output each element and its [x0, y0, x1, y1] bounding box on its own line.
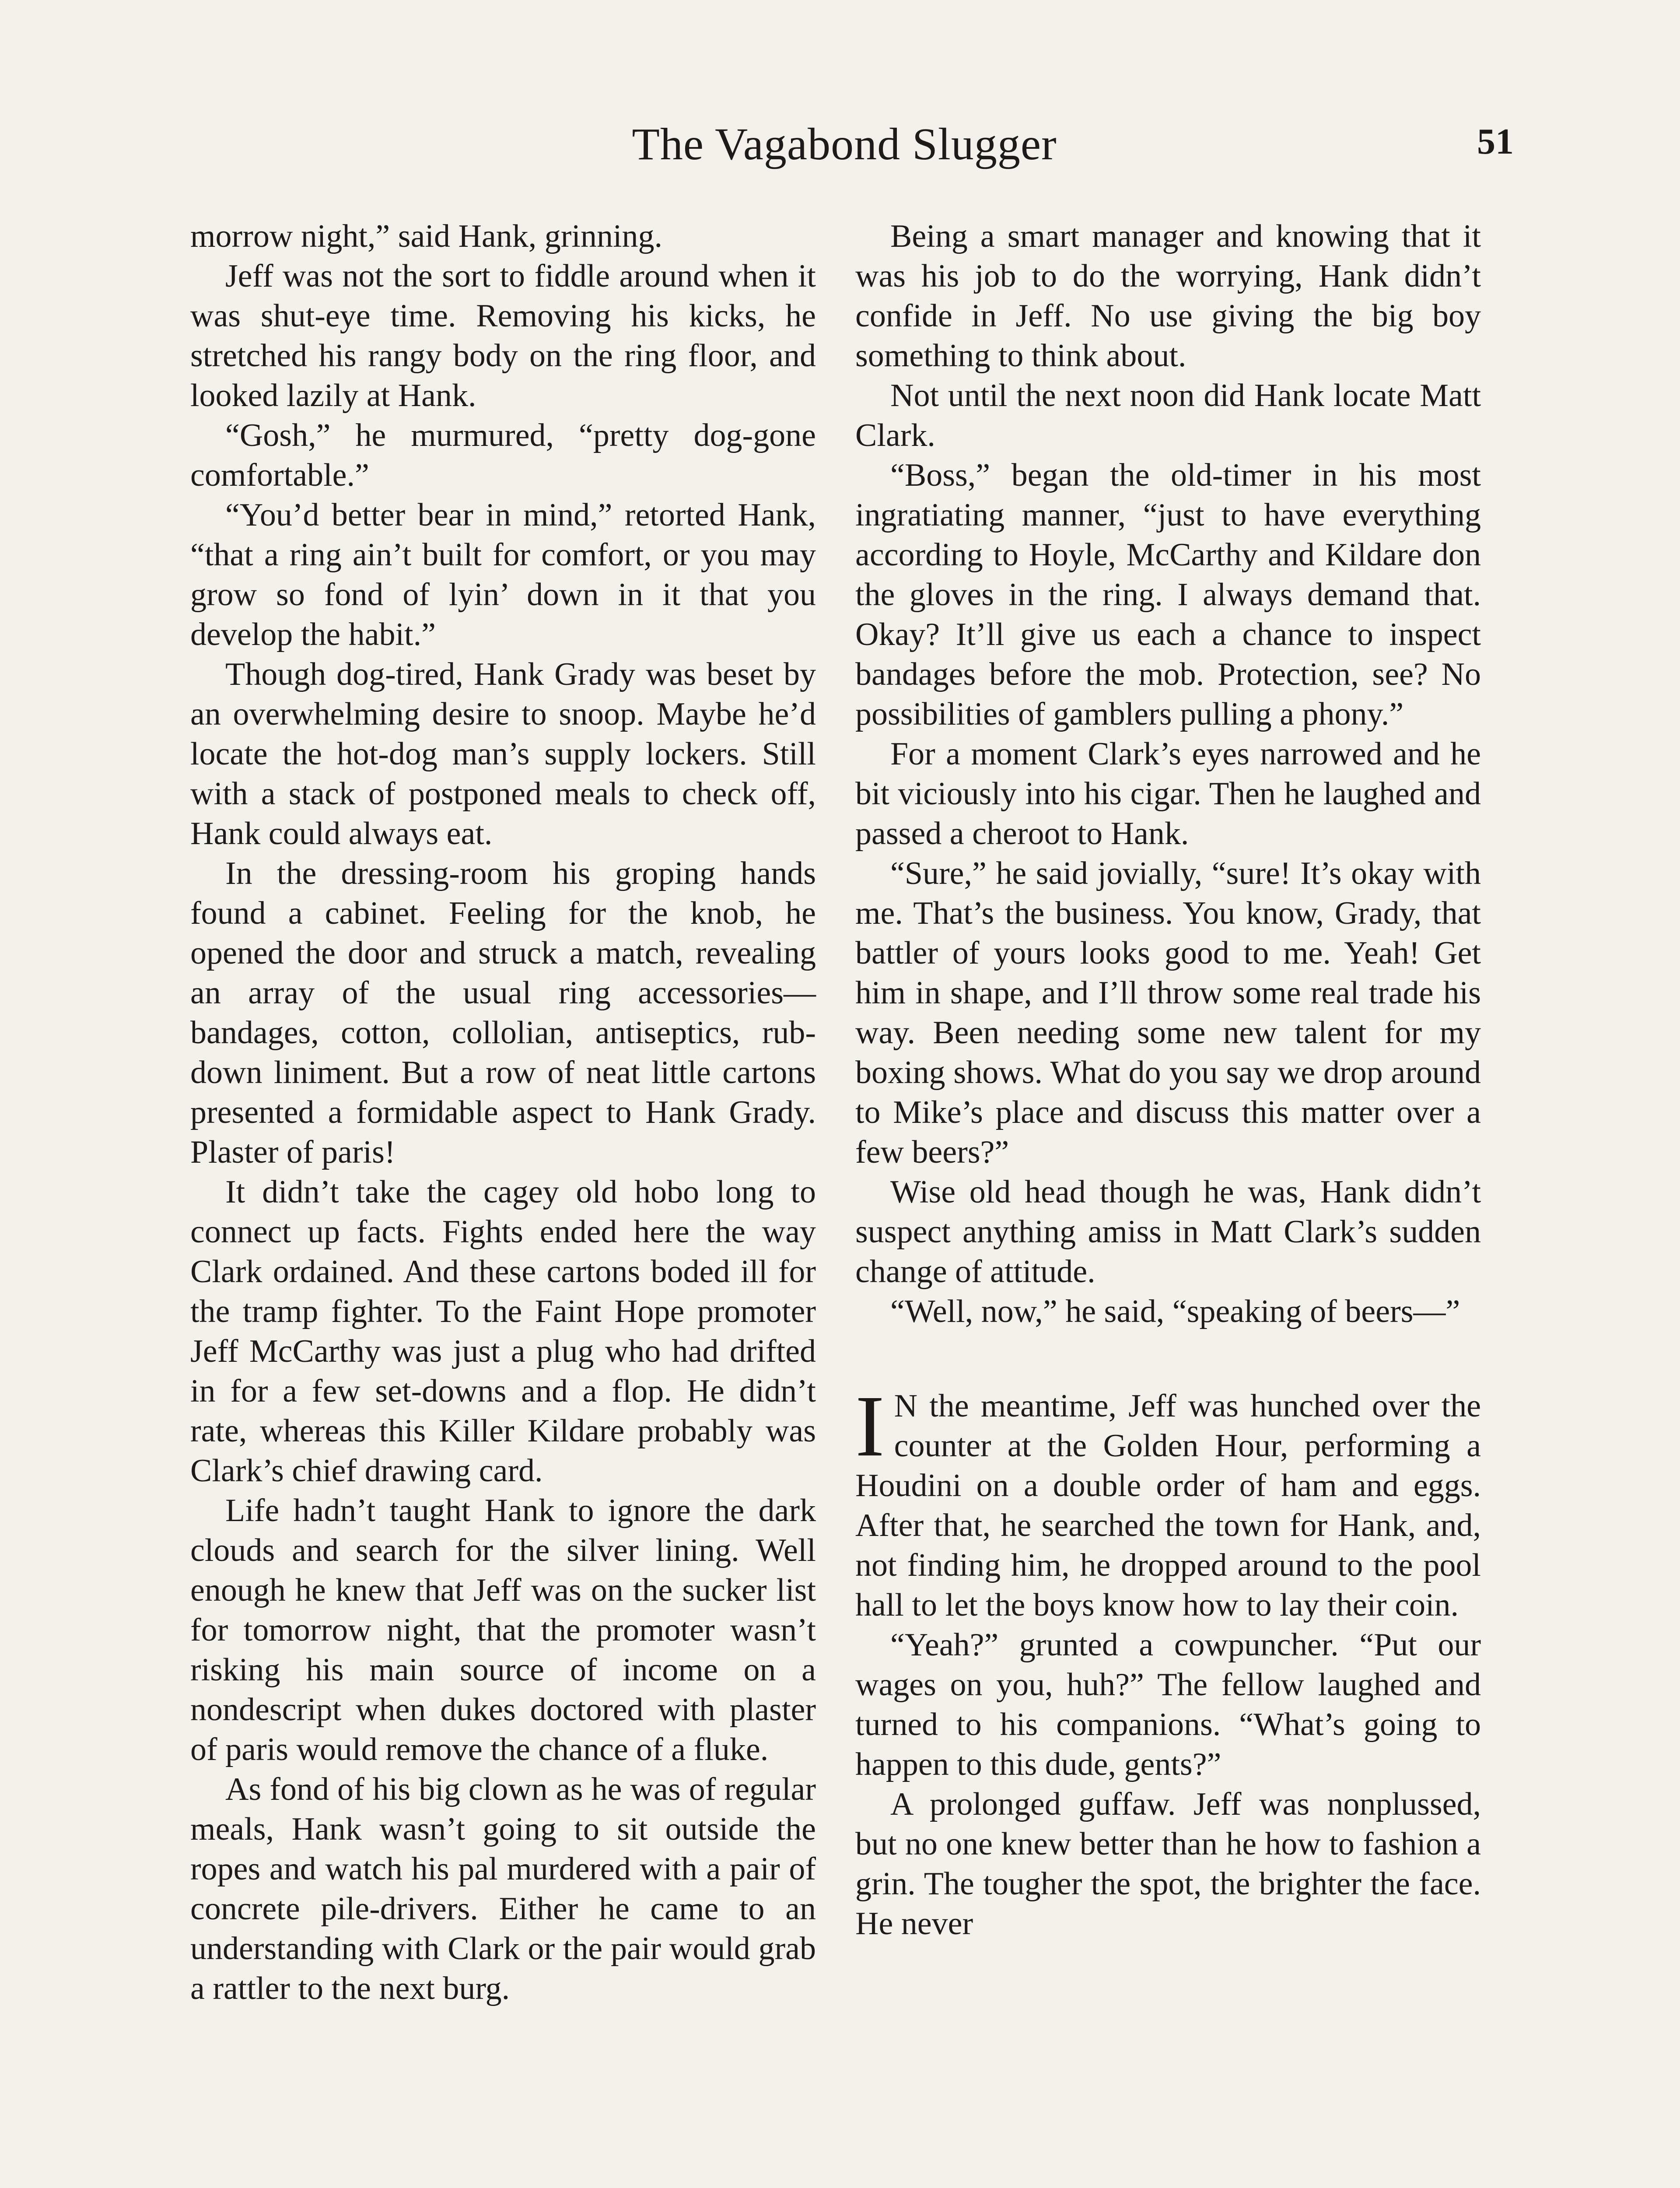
paragraph: “Yeah?” grunted a cowpuncher. “Put our wages on you, huh?” The fellow laughed and turned to his companions. “What’s going to happen to this dude, gents?” — [855, 1627, 1481, 1782]
paragraph: “Gosh,” he murmured, “pretty dog-gone comfortable.” — [190, 417, 816, 493]
right-column — [855, 217, 1481, 1944]
paragraph: As fond of his big clown as he was of regular meals, Hank wasn’t going to sit outside the ropes and watch his pal murdered with a pair of concrete pile-drivers. Either he came to an understanding with Clark or the pair would grab a rattler to the next burg. — [190, 1771, 816, 2006]
paragraph: Not until the next noon did Hank locate Matt Clark. — [855, 378, 1481, 453]
paragraph: Wise old head though he was, Hank didn’t suspect anything amiss in Matt Clark’s sudden change of attitude. — [855, 1174, 1481, 1290]
paragraph: Though dog-tired, Hank Grady was beset by an overwhelming desire to snoop. Maybe he’d locate the hot-dog man’s supply lockers. Still with a stack of postponed meals to check off, Hank could always eat. — [190, 656, 816, 852]
paragraph: Being a smart manager and knowing that it was his job to do the worrying, Hank didn’t confide in Jeff. No use giving the big boy something to think about. — [855, 218, 1481, 374]
section-opening-text: N the meantime, Jeff was hunched over the counter at the Golden Hour, performing a Houdini on a double order of ham and eggs. After that, he searched the town for Hank, and, not finding him, he dropped around to the pool hall to let the boys know how to lay their coin. — [855, 1388, 1481, 1623]
paragraph: It didn’t take the cagey old hobo long to connect up facts. Fights ended here the way Clark ordained. And these cartons boded ill for the tramp fighter. To the Faint Hope promoter Jeff McCarthy was just a plug who had drifted in for a few set-downs and a flop. He didn’t rate, whereas this Killer Kildare probably was Clark’s chief drawing card. — [190, 1174, 816, 1489]
drop-cap: I — [855, 1378, 885, 1475]
paragraph: “Sure,” he said jovially, “sure! It’s okay with me. That’s the business. You know, Grady, that battler of yours looks good to me. Yeah! Get him in shape, and I’ll throw some real trade his way. Been needing some new talent for my boxing shows. What do you say we drop around to Mike’s place and discuss this matter over a few beers?” — [855, 856, 1481, 1170]
paragraph: Jeff was not the sort to fiddle around when it was shut-eye time. Removing his kicks, he stretched his rangy body on the ring floor, and looked lazily at Hank. — [190, 258, 816, 414]
left-column — [190, 217, 816, 2009]
paragraph: “Well, now,” he said, “speaking of beers—” — [890, 1294, 1460, 1329]
paragraph: In the dressing-room his groping hands found a cabinet. Feeling for the knob, he opened the door and struck a match, revealing an array of the usual ring accessories—bandages, cotton, collolian, antiseptics, rub-down liniment. But a row of neat little cartons presented a formidable aspect to Hank Grady. Plaster of paris! — [190, 856, 816, 1170]
page-number: 51 — [1477, 121, 1514, 162]
paragraph: “Boss,” began the old-timer in his most ingratiating manner, “just to have everything according to Hoyle, McCarthy and Kildare don the gloves in the ring. I always demand that. Okay? It’ll give us each a chance to inspect bandages before the mob. Protection, see? No possibilities of gamblers pulling a phony.” — [855, 457, 1481, 732]
paragraph: A prolonged guffaw. Jeff was nonplussed, but no one knew better than he how to fashion a grin. The tougher the spot, the brighter the face. He never — [855, 1786, 1481, 1942]
running-title: The Vagabond Slugger — [632, 119, 1057, 169]
paragraph: “You’d better bear in mind,” retorted Hank, “that a ring ain’t built for comfort, or you may grow so fond of lyin’ down in it that you develop the habit.” — [190, 497, 816, 652]
paragraph: For a moment Clark’s eyes narrowed and he bit viciously into his cigar. Then he laughed and passed a cheroot to Hank. — [855, 736, 1481, 852]
paragraph: Life hadn’t taught Hank to ignore the dark clouds and search for the silver lining. Well enough he knew that Jeff was on the sucker list for tomorrow night, that the promoter wasn’t risking his main source of income on a nondescript when dukes doctored with plaster of paris would remove the chance of a fluke. — [190, 1493, 816, 1767]
paragraph: morrow night,” said Hank, grinning. — [190, 218, 662, 254]
section-opening-paragraph — [855, 1378, 1481, 1625]
